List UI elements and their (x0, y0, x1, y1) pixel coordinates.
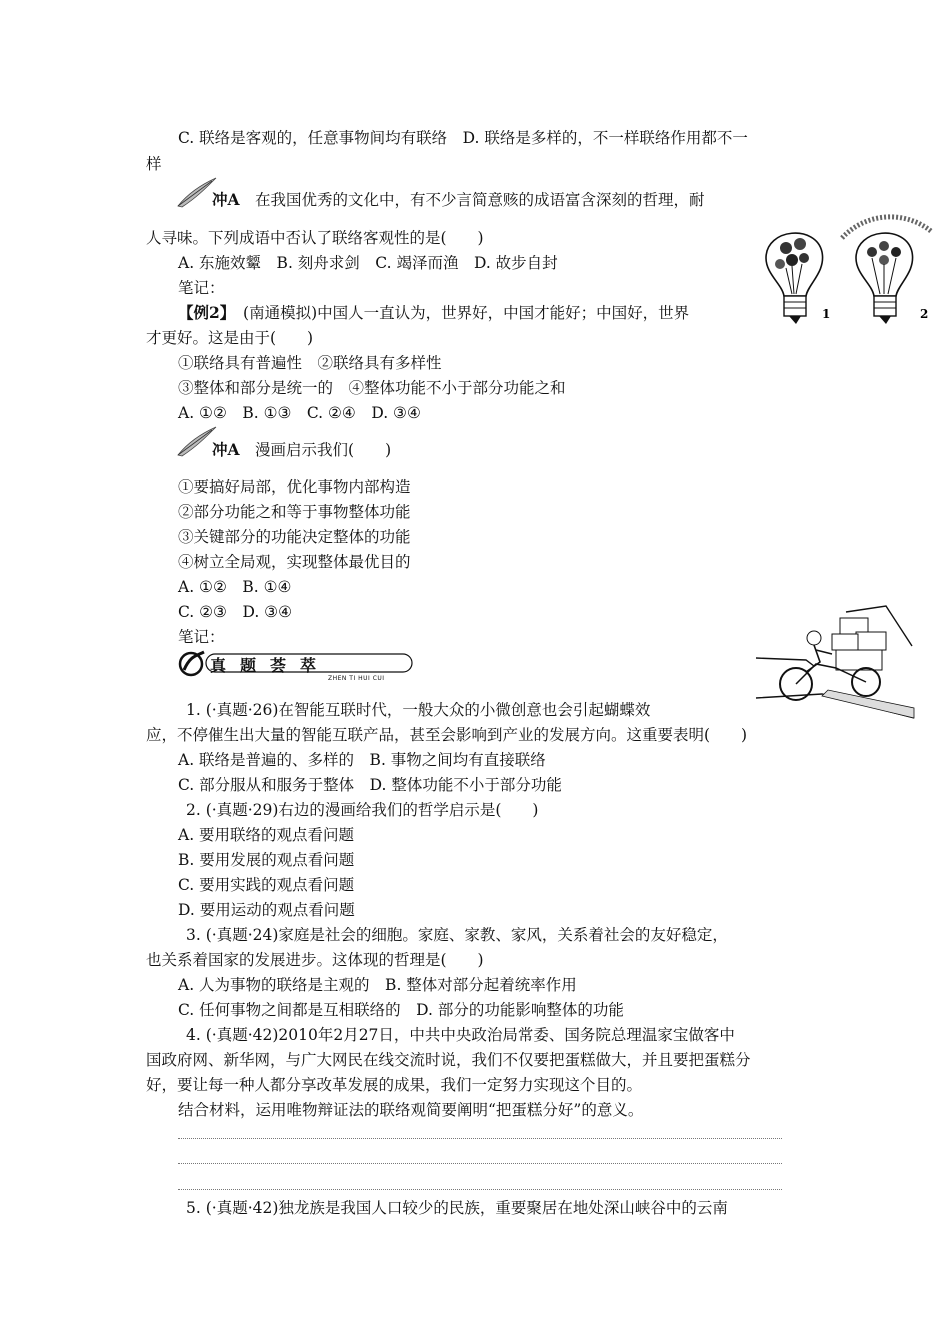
banner-char: 萃 (300, 656, 331, 675)
practice-a-line-2 (212, 440, 391, 460)
section-banner (178, 648, 416, 686)
q2-line-c: B. 要用发展的观点看问题 (178, 851, 355, 869)
line-wrap: 样 (146, 155, 162, 173)
example-tag: 【例2】 (178, 303, 228, 322)
line-stmt-b: ②部分功能之和等于事物整体功能 (178, 503, 411, 521)
example-text: (南通模拟)中国人一直认为，世界好，中国才能好；中国好，世界 (227, 304, 690, 322)
banner-char: 题 (240, 656, 271, 675)
q4-line-b: 国政府网、新华网，与广大网民在线交流时说，我们不仅要把蛋糕做大，并且要把蛋糕分 (146, 1051, 751, 1069)
q3-line-d: C. 任何事物之间都是互相联络的 D. 部分的功能影响整体的功能 (178, 1001, 624, 1019)
answer-line (178, 1163, 782, 1164)
line-question: 人寻味。下列成语中否认了联络客观性的是( ) (146, 229, 484, 247)
bulb-label-2: 2 (920, 307, 929, 321)
banner-chars (210, 653, 330, 676)
q5-line-a: 5. (·真题·42)独龙族是我国人口较少的民族，重要聚居在地处深山峡谷中的云南 (186, 1199, 728, 1217)
notes-label: 笔记： (178, 279, 225, 297)
answer-line (178, 1138, 782, 1139)
bulb-1 (766, 233, 823, 324)
bulb-2 (856, 233, 913, 324)
q4-line-d: 结合材料，运用唯物辩证法的联络观简要阐明“把蛋糕分好”的意义。 (178, 1101, 644, 1119)
lightbulb-drawing (756, 208, 936, 336)
line-stmt-2: ③整体和部分是统一的 ④整体功能不小于部分功能之和 (178, 379, 566, 397)
practice-tag: 冲A (212, 190, 240, 209)
line-options-2: A. ①② B. ①③ C. ②④ D. ③④ (178, 404, 421, 422)
tricycle-cartoon (736, 602, 916, 720)
answer-line (178, 1189, 782, 1190)
lightbulb-cartoon (756, 208, 936, 336)
line-stmt-a: ①要搞好局部，优化事物内部构造 (178, 478, 411, 496)
tricycle-drawing (736, 602, 916, 720)
q1-line-b: 应，不停催生出大量的智能互联产品，甚至会影响到产业的发展方向。这重要表明( ) (146, 726, 748, 744)
practice-text: 漫画启示我们( ) (239, 441, 392, 459)
q3-line-c: A. 人为事物的联络是主观的 B. 整体对部分起着统率作用 (178, 976, 577, 994)
line-options-3: A. ①② B. ①④ (178, 578, 292, 596)
q1-line-d: C. 部分服从和服务于整体 D. 整体功能不小于部分功能 (178, 776, 562, 794)
q4-line-c: 好，要让每一种人都分享改革发展的成果，我们一定努力实现这个目的。 (146, 1076, 643, 1094)
line-options: A. 东施效颦 B. 刻舟求剑 C. 竭泽而渔 D. 故步自封 (178, 254, 558, 272)
practice-a-line (212, 190, 705, 210)
line-reason: 才更好。这是由于( ) (146, 329, 314, 347)
q2-line-b: A. 要用联络的观点看问题 (178, 826, 355, 844)
practice-tag: 冲A (212, 440, 240, 459)
banner-char: 真 (210, 656, 241, 675)
q4-line-a: 4. (·真题·42)2010年2月27日，中共中央政治局常委、国务院总理温家宝做客中 (186, 1026, 735, 1044)
q3-line-b: 也关系着国家的发展进步。这体现的哲理是( ) (146, 951, 484, 969)
bulb-label-1: 1 (822, 307, 831, 321)
q1-line-a: 1. (·真题·26)在智能互联时代，一般大众的小微创意也会引起蝴蝶效 (186, 701, 651, 719)
notes-label-2: 笔记： (178, 628, 225, 646)
line-stmt-c: ③关键部分的功能决定整体的功能 (178, 528, 411, 546)
line-stmt-1: ①联络具有普遍性 ②联络具有多样性 (178, 354, 442, 372)
line-option-c-d: C. 联络是客观的，任意事物间均有联络 D. 联络是多样的，不一样联络作用都不一 (178, 129, 748, 147)
q3-line-a: 3. (·真题·24)家庭是社会的细胞。家庭、家教、家风，关系着社会的友好稳定， (186, 926, 728, 944)
line-stmt-d: ④树立全局观，实现整体最优目的 (178, 553, 411, 571)
q1-line-c: A. 联络是普遍的、多样的 B. 事物之间均有直接联络 (178, 751, 546, 769)
line-options-4: C. ②③ D. ③④ (178, 603, 292, 621)
q2-line-a: 2. (·真题·29)右边的漫画给我们的哲学启示是( ) (186, 801, 539, 819)
q2-line-d: C. 要用实践的观点看问题 (178, 876, 355, 894)
practice-text: 在我国优秀的文化中，有不少言简意赅的成语富含深刻的哲理，耐 (239, 191, 705, 209)
example-2-line (178, 303, 689, 323)
q2-line-e: D. 要用运动的观点看问题 (178, 901, 355, 919)
banner-pinyin: ZHEN TI HUI CUI (328, 675, 385, 682)
banner-char: 荟 (270, 656, 301, 675)
